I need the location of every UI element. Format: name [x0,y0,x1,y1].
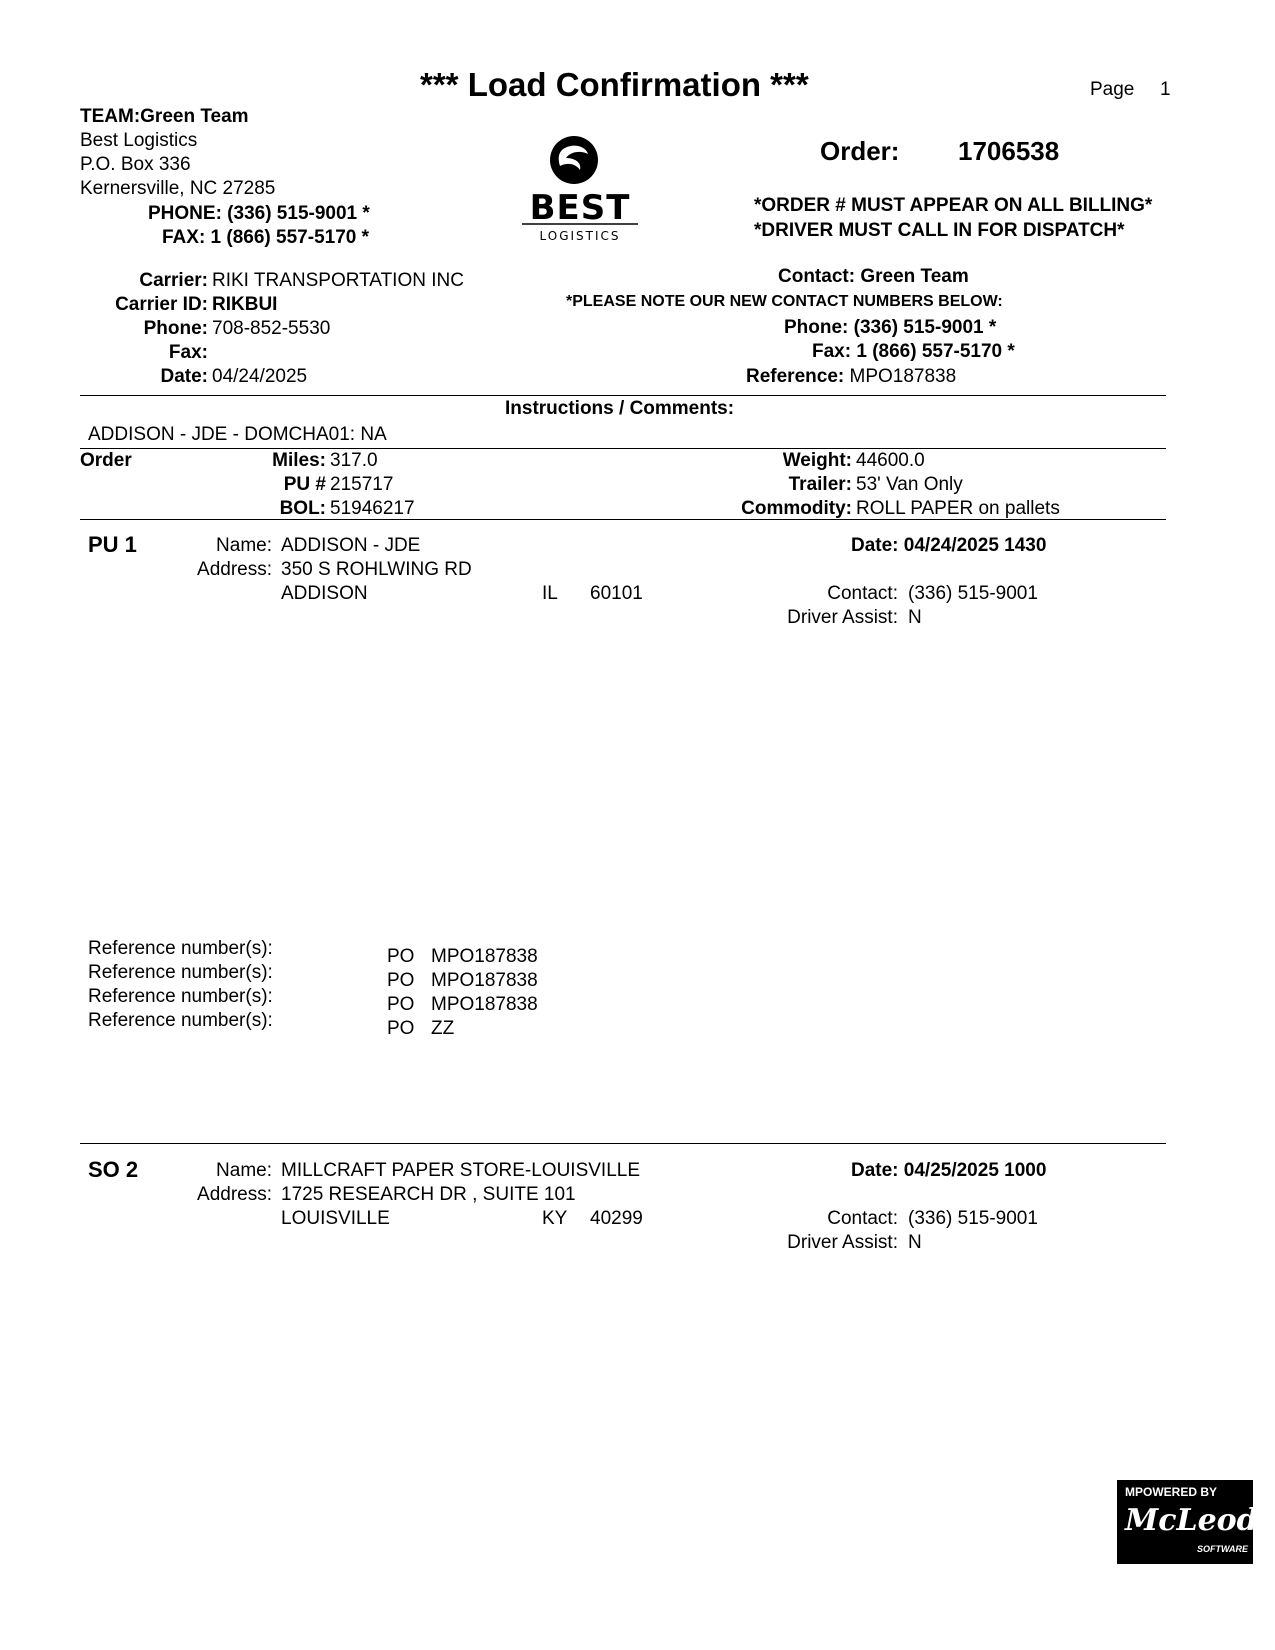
team-line [80,106,249,128]
dispatch-notice: *DRIVER MUST CALL IN FOR DISPATCH* [754,220,1125,241]
instructions-text: ADDISON - JDE - DOMCHA01: NA [88,424,387,445]
carrier-value: RIKI TRANSPORTATION INC [212,270,464,291]
carrier-phone-label: Phone: [143,318,208,339]
billing-notice: *ORDER # MUST APPEAR ON ALL BILLING* [754,195,1153,216]
carrier-phone-value: 708-852-5530 [212,318,331,339]
stop-address: 350 S ROHLWING RD [281,559,472,580]
miles-value: 317.0 [330,450,378,471]
stop-state: IL [542,583,558,604]
stop-name: ADDISON - JDE [281,535,421,556]
reference-value: MPO187838 [849,366,957,387]
mcleod-badge [1117,1480,1258,1564]
stop-state: KY [542,1208,568,1229]
contact-fax: Fax: 1 (866) 557-5170 * [812,341,1015,362]
powered-by-label: MPOWERED BY [1125,1485,1218,1499]
contact-note: *PLEASE NOTE OUR NEW CONTACT NUMBERS BELOW: [566,293,1003,310]
stop-contact-label: Contact: [827,583,898,604]
page-label: Page [1090,79,1135,100]
best-logistics-logo [510,128,650,248]
order-label: Order: [820,136,900,166]
stop-name-label: Name: [216,1160,272,1181]
company-fax: FAX: 1 (866) 557-5170 * [162,227,370,248]
order-number: 1706538 [958,136,1060,166]
trailer-label: Trailer: [788,474,852,495]
team-label: TEAM: [80,106,141,127]
logo-brand: BEST [529,188,631,228]
reference-row-label: Reference number(s): [88,962,273,983]
reference-row-type: PO [387,1018,415,1039]
stop-address-label: Address: [197,559,272,580]
reference-row-type: PO [387,946,415,967]
swoosh-icon [550,136,598,184]
reference-line [746,366,956,388]
reference-row-value: MPO187838 [431,970,538,991]
carrier-date-value: 04/24/2025 [212,366,308,387]
company-name: Best Logistics [80,130,198,151]
carrier-date-label: Date: [160,366,208,387]
miles-label: Miles: [272,450,326,471]
commodity-value: ROLL PAPER on pallets [856,498,1060,519]
team-value: Green Team [140,106,249,127]
stop-name-label: Name: [216,535,272,556]
stop-contact: (336) 515-9001 [908,1208,1038,1229]
reference-row-label: Reference number(s): [88,986,273,1007]
company-phone: PHONE: (336) 515-9001 * [148,203,370,224]
carrier-id-value: RIKBUI [212,294,278,315]
page-title: *** Load Confirmation *** [420,66,809,103]
stop-code: SO 2 [88,1157,139,1182]
reference-row-value: MPO187838 [431,946,538,967]
carrier-fax-label: Fax: [168,342,208,363]
stop-name: MILLCRAFT PAPER STORE-LOUISVILLE [281,1160,640,1181]
divider-top [80,395,1166,396]
stop-contact: (336) 515-9001 [908,583,1038,604]
divider-instructions [80,448,1166,449]
page-number: 1 [1160,79,1171,100]
weight-label: Weight: [782,450,852,471]
mcleod-brand: McLeod [1125,1503,1258,1538]
logo-tagline: LOGISTICS [539,229,621,243]
stop-assist: N [908,607,922,628]
stop-city: LOUISVILLE [281,1208,390,1229]
trailer-value: 53' Van Only [856,474,963,495]
stop-assist: N [908,1232,922,1253]
stop-assist-label: Driver Assist: [787,1232,898,1253]
reference-row-type: PO [387,994,415,1015]
stop-zip: 60101 [590,583,643,604]
stop-city: ADDISON [281,583,368,604]
carrier-label: Carrier: [139,270,208,291]
contact-phone: Phone: (336) 515-9001 * [784,317,997,338]
contact-line [778,266,969,288]
stop-zip: 40299 [590,1208,643,1229]
contact-value: Green Team [860,266,969,287]
instructions-heading: Instructions / Comments: [505,398,735,419]
reference-row-label: Reference number(s): [88,1010,273,1031]
company-po-box: P.O. Box 336 [80,154,191,175]
stop-assist-label: Driver Assist: [787,607,898,628]
company-city: Kernersville, NC 27285 [80,178,276,199]
reference-row-label: Reference number(s): [88,938,273,959]
divider-stop2 [80,1143,1166,1144]
stop-address: 1725 RESEARCH DR , SUITE 101 [281,1184,576,1205]
carrier-id-label: Carrier ID: [115,294,208,315]
stop-address-label: Address: [197,1184,272,1205]
reference-row-value: ZZ [431,1018,455,1039]
commodity-label: Commodity: [741,498,852,519]
weight-value: 44600.0 [856,450,925,471]
mcleod-sub: SOFTWARE [1197,1544,1248,1554]
pu-number-value: 215717 [330,474,394,495]
reference-label: Reference: [746,366,845,387]
bol-label: BOL: [279,498,326,519]
stop-contact-label: Contact: [827,1208,898,1229]
reference-row-type: PO [387,970,415,991]
stop-date: Date: 04/24/2025 1430 [851,535,1047,556]
bol-value: 51946217 [330,498,415,519]
divider-order [80,519,1166,520]
reference-row-value: MPO187838 [431,994,538,1015]
contact-label: Contact: [778,266,856,287]
stop-date: Date: 04/25/2025 1000 [851,1160,1047,1181]
pu-number-label: PU # [283,474,326,495]
stop-code: PU 1 [88,532,137,557]
order-details-label: Order [80,450,132,471]
